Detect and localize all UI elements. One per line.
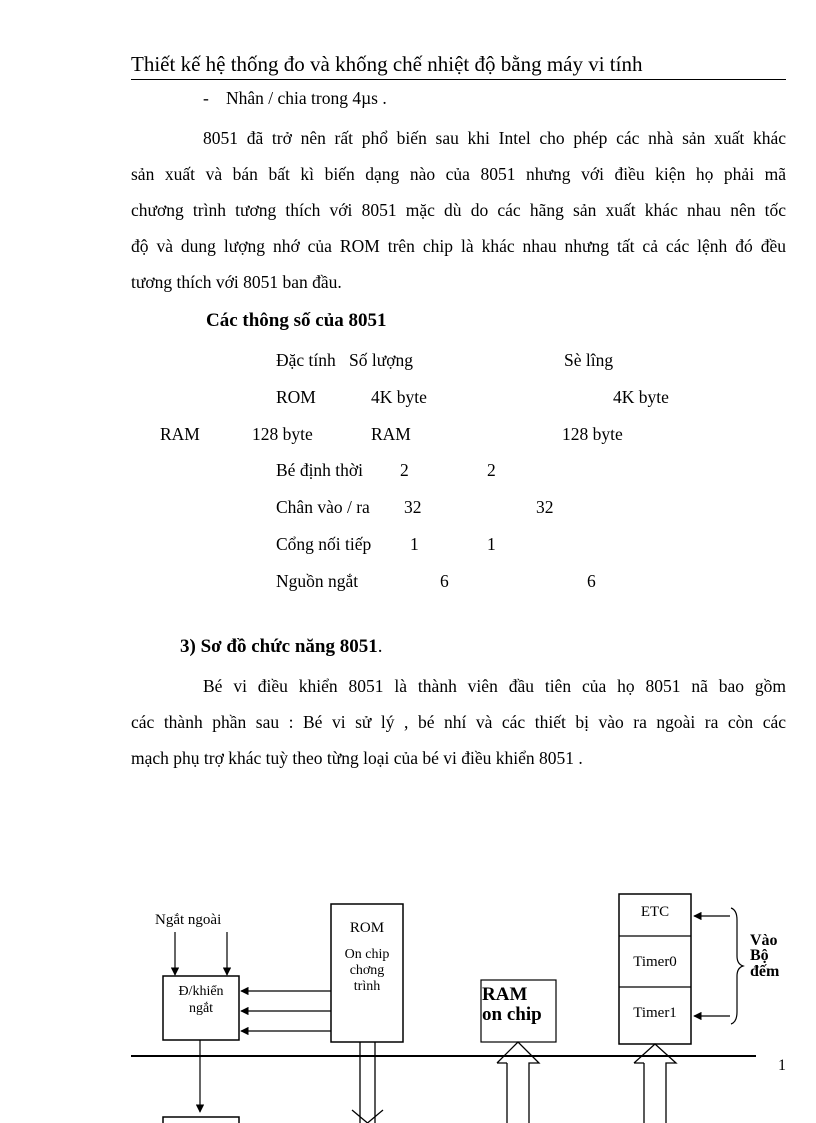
specs-row-label: Cổng nối tiếp	[276, 534, 372, 554]
rom-title: ROM	[349, 920, 385, 936]
specs-header-col2: Số lượng	[349, 350, 413, 370]
rom-bus-arrow	[360, 1042, 375, 1123]
ram-bus-arrow	[497, 1042, 539, 1123]
timer1-label: Timer1	[633, 1005, 677, 1021]
section3-heading-suffix: .	[377, 636, 383, 657]
specs-row-label: Nguồn ngắt	[276, 571, 359, 591]
ram-line-1: RAM	[482, 984, 528, 1005]
specs-row-value1: 32	[404, 497, 422, 517]
specs-ram-value2: 128 byte	[562, 424, 623, 444]
rom-line-1: On chip	[344, 947, 390, 962]
specs-ram-value1: 128 byte	[252, 424, 313, 444]
counter-label-1: Vào	[750, 932, 778, 949]
specs-rom-label: ROM	[276, 387, 316, 407]
specs-row-value2: 32	[536, 497, 554, 517]
specs-row-value1: 6	[440, 571, 449, 591]
paragraph-line: mạch phụ trợ khác tuỳ theo từng loại của bé vi điều khiển 8051 .	[131, 748, 583, 768]
specs-header-col1: Đặc tính	[276, 350, 336, 370]
timer0-label: Timer0	[633, 954, 677, 970]
paragraph-line: chương trình tương thích với 8051 mặc dù do các hãng sản xuất khác nhau nên tốc	[131, 200, 786, 220]
paragraph-line: độ và dung lượng nhớ của ROM trên chip là khác nhau nhưng tất cả các lệnh đó đều	[131, 236, 786, 256]
specs-row-value2: 2	[487, 460, 496, 480]
specs-row-value1: 2	[400, 460, 409, 480]
interrupt-control-label-1: Đ/khiển	[178, 984, 224, 999]
specs-row-value2: 6	[587, 571, 596, 591]
paragraph-line: các thành phần sau : Bé vi sử lý , bé nhí và các thiết bị vào ra ngoài ra còn các	[131, 712, 786, 732]
paragraph-8051-intro	[131, 120, 786, 300]
functional-diagram-8051	[0, 880, 816, 1123]
bullet-dash: -	[203, 88, 209, 108]
section3-heading-text: 3) Sơ đồ chức năng 8051	[180, 636, 378, 657]
section3-heading	[180, 636, 382, 658]
paragraph-line: tương thích với 8051 ban đầu.	[131, 272, 342, 292]
specs-ram-label2: RAM	[371, 424, 411, 444]
counter-label-3: đếm	[750, 963, 780, 980]
rom-bus-arrowhead	[352, 1110, 383, 1123]
counter-label-2: Bộ	[750, 947, 769, 964]
specs-row-label: Bé định thời	[276, 460, 364, 480]
specs-header-col3: Sè lîng	[564, 350, 614, 370]
counter-brace	[731, 908, 743, 1024]
paragraph-line: sản xuất và bán bất kì biến dạng nào của 8051 nhưng với điều kiện họ phải mã	[131, 164, 786, 184]
specs-row-label: Chân vào / ra	[276, 497, 370, 517]
paragraph-8051-components	[131, 668, 786, 776]
specs-row-value2: 1	[487, 534, 496, 554]
rom-line-2: chơng	[349, 963, 385, 978]
etc-label: ETC	[640, 904, 670, 920]
specs-row-value1: 1	[410, 534, 419, 554]
specs-rom-value1: 4K byte	[371, 387, 427, 407]
specs-heading: Các thông số của 8051	[206, 310, 387, 331]
specs-ram-label: RAM	[160, 424, 200, 444]
external-interrupt-label: Ngắt ngoài	[155, 912, 222, 928]
ram-line-2: on chip	[482, 1004, 542, 1025]
bullet-text: Nhân / chia trong 4µs .	[226, 88, 387, 108]
lower-box-partial	[163, 1117, 239, 1123]
interrupt-control-label-2: ngắt	[188, 1001, 214, 1016]
page-number: 1	[778, 1057, 786, 1074]
paragraph-line: Bé vi điều khiển 8051 là thành viên đầu tiên của họ 8051 nã bao gồm	[203, 676, 786, 696]
rom-line-3: trình	[353, 979, 381, 994]
page-header-title: Thiết kế hệ thống đo và khống chế nhiệt độ bằng máy vi tính	[131, 50, 786, 80]
specs-rom-value2: 4K byte	[613, 387, 669, 407]
paragraph-line: 8051 đã trở nên rất phổ biến sau khi Intel cho phép các nhà sản xuất khác	[203, 128, 786, 148]
